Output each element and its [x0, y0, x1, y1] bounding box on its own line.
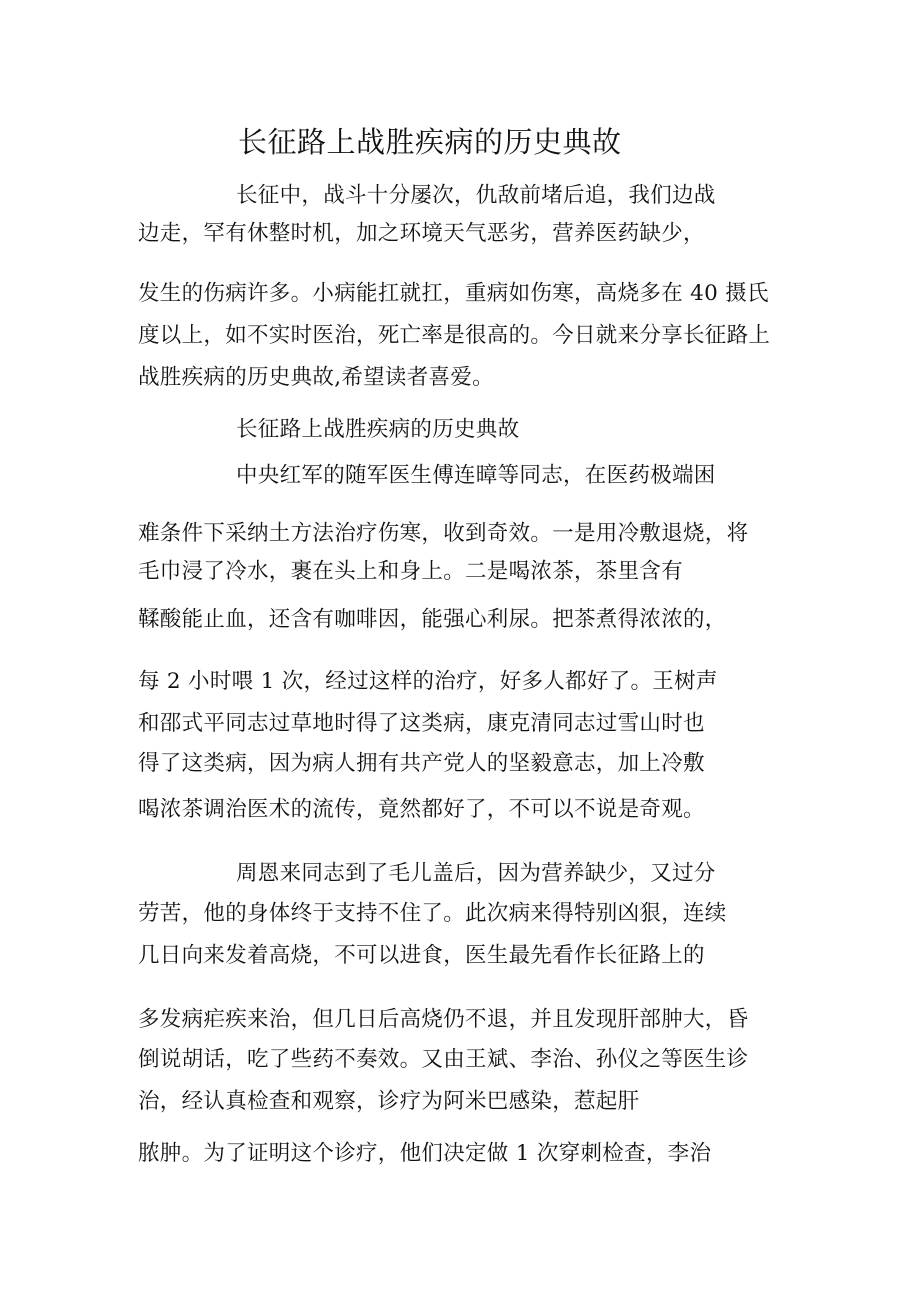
text-line: 几日向来发着高烧，不可以进食，医生最先看作长征路上的	[138, 943, 705, 968]
text-line: 鞣酸能止血，还含有咖啡因，能强心利尿。把茶煮得浓浓的，	[138, 607, 727, 632]
text-line: 每 2 小时喂 1 次，经过这样的治疗，好多人都好了。王树声	[138, 669, 718, 694]
text-line: 边走，罕有休整时机，加之环境天气恶劣，营养医药缺少，	[138, 221, 705, 246]
text-line: 和邵式平同志过草地时得了这类病，康克清同志过雪山时也	[138, 711, 705, 736]
document-title: 长征路上战胜疾病的历史典故	[238, 125, 622, 159]
text-line: 多发病疟疾来治，但几日后高烧仍不退，并且发现肝部肿大，昏	[138, 1007, 749, 1032]
text-line: 得了这类病，因为病人拥有共产党人的坚毅意志，加上冷敷	[138, 751, 705, 776]
text-line: 毛巾浸了冷水，裹在头上和身上。二是喝浓茶，茶里含有	[138, 559, 684, 584]
text-line: 中央红军的随军医生傅连暲等同志，在医药极端困	[236, 463, 716, 488]
section-heading: 长征路上战胜疾病的历史典故	[236, 417, 520, 442]
text-line: 战胜疾病的历史典故,希望读者喜爱。	[138, 365, 494, 390]
text-line: 长征中，战斗十分屡次，仇敌前堵后追，我们边战	[236, 183, 716, 208]
text-line: 劳苦，他的身体终于支持不住了。此次病来得特别凶狠，连续	[138, 901, 727, 926]
text-line: 度以上，如不实时医治，死亡率是很高的。今日就来分享长征路上	[138, 323, 771, 348]
text-line: 周恩来同志到了毛儿盖后，因为营养缺少，又过分	[236, 861, 716, 886]
text-line: 倒说胡话，吃了些药不奏效。又由王斌、李治、孙仪之等医生诊	[138, 1047, 749, 1072]
text-line: 脓肿。为了证明这个诊疗，他们决定做 1 次穿刺检查，李治	[138, 1141, 712, 1166]
text-line: 发生的伤病许多。小病能扛就扛，重病如伤寒，高烧多在 40 摄氏	[138, 281, 769, 306]
text-line: 喝浓茶调治医术的流传，竟然都好了，不可以不说是奇观。	[138, 797, 705, 822]
text-line: 难条件下采纳土方法治疗伤寒，收到奇效。一是用冷敷退烧，将	[138, 521, 749, 546]
text-line: 治，经认真检查和观察，诊疗为阿米巴感染，惹起肝	[138, 1089, 640, 1114]
